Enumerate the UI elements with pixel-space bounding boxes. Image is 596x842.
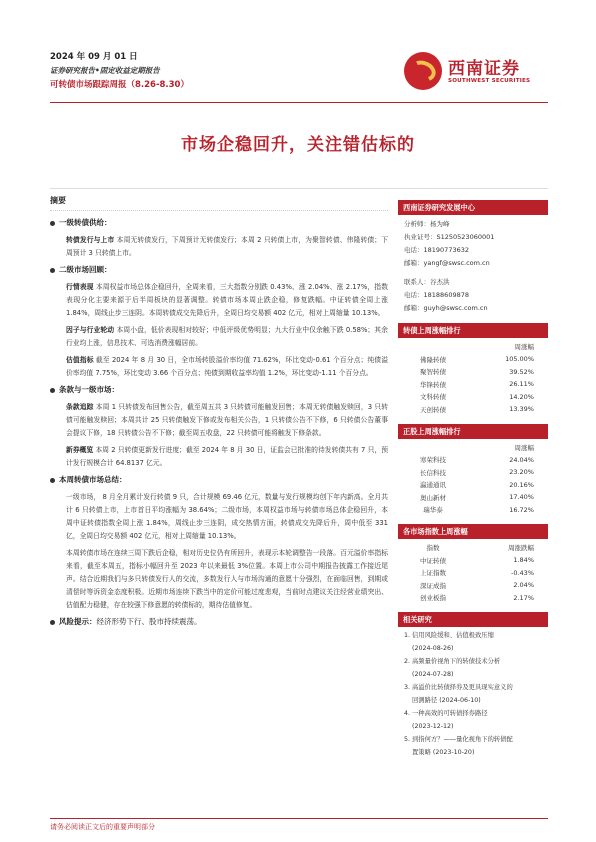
paragraph-text: 本周 2 只转债更新发行进度；截至 2024 年 8 月 30 日，证监会已批准的待发转债共有 7 只，预计发行规模合计 64.8137 亿元。 bbox=[66, 446, 388, 467]
sidebar bbox=[398, 200, 548, 760]
section-heading bbox=[50, 616, 388, 627]
section-heading-text: 一级转债供给： bbox=[59, 218, 112, 227]
report-type: 证券研究报告•固定收益定期报告 bbox=[50, 66, 160, 75]
related-report-number: 3. bbox=[404, 684, 411, 691]
table-header-row bbox=[398, 340, 548, 353]
section-inline-text: 经济形势下行、股市持续震荡。 bbox=[96, 617, 202, 626]
analyst-info bbox=[398, 218, 548, 315]
table-header-value: 周涨跌幅 bbox=[508, 544, 534, 552]
ranking-table bbox=[398, 340, 548, 416]
paragraph-lead: 新券概览 bbox=[66, 446, 94, 454]
table-row bbox=[398, 479, 548, 492]
abstract-paragraph bbox=[66, 324, 388, 350]
table-cell-value: 2.17% bbox=[513, 593, 534, 602]
sidebar-center-title: 西南证券研究发展中心 bbox=[398, 200, 548, 215]
table-row bbox=[398, 378, 548, 391]
table-cell-value: 16.72% bbox=[509, 505, 534, 514]
abstract-sections bbox=[50, 217, 388, 627]
related-report-date: (2024-08-26) bbox=[412, 644, 454, 652]
paragraph-text: 本周权益市场总体企稳回升，全周来看，三大指数分别跌 0.43%、涨 2.04%、涨 2.17%，指数表现分化主要来源于后半周板块的显著调整。转债市场本周止跌企稳，修复跌幅。中证转债全周上涨 1.84%，周线止步三连阴。本周转债成交先降后升，全周日均交易额 402 亿元，相对上周缩量 10.13%。 bbox=[66, 283, 388, 317]
table-header-value: 周涨幅 bbox=[514, 443, 534, 452]
table-header-value: 周涨幅 bbox=[514, 343, 534, 351]
section-heading bbox=[50, 264, 388, 275]
table-cell-name: 瑞华泰 bbox=[423, 506, 443, 515]
paragraph-text: 本周小盘，低价表现相对较好；中低评级优势明显；九大行业中仅余触下跌 0.58%；其余行业均上涨，信息技术、可选消费涨幅居前。 bbox=[66, 326, 388, 347]
related-report-date: (2024-07-28) bbox=[412, 670, 454, 678]
bullet-icon bbox=[50, 388, 55, 393]
report-date: 2024 年 09 月 01 日 bbox=[50, 52, 138, 62]
abstract-paragraph bbox=[66, 547, 388, 612]
table-cell-value: 20.16% bbox=[509, 480, 534, 489]
abstract-column bbox=[50, 195, 388, 633]
bullet-icon bbox=[50, 478, 55, 483]
section-heading-text: 条款与一级市场： bbox=[59, 385, 119, 394]
related-report-item[interactable] bbox=[404, 708, 548, 733]
table-header-name: 指数 bbox=[426, 544, 440, 552]
abstract-paragraph bbox=[66, 281, 388, 320]
table-cell-value: 14.20% bbox=[509, 392, 534, 401]
analyst-line: 邮箱：yangf@swsc.com.cn bbox=[404, 259, 490, 267]
abstract-section bbox=[50, 384, 388, 470]
table-cell-name: 华锋转债 bbox=[420, 380, 446, 389]
table-cell-value: 24.04% bbox=[509, 455, 534, 464]
paragraph-lead: 转债发行与上市 bbox=[66, 236, 115, 244]
paragraph-lead: 行情表现 bbox=[66, 283, 94, 291]
related-report-title: 信用风险缓和、估值极致压缩 bbox=[412, 632, 494, 639]
section-heading bbox=[50, 217, 388, 228]
related-report-number: 5. bbox=[404, 736, 411, 743]
table-row bbox=[398, 353, 548, 366]
table-cell-name: 上证指数 bbox=[420, 569, 446, 578]
related-report-title: 一种高效的可转债择券路径 bbox=[412, 710, 488, 717]
table-row bbox=[398, 366, 548, 379]
ranking-table-title: 各市场指数上周涨幅 bbox=[398, 524, 548, 539]
paragraph-text: 本周 1 只转债发布回售公告，截至周五共 3 只转债可能触发回售；本周无转债触发赎回，3 只转债可能触发赎回；本周共计 25 只转债触发下修或发布相关公告，1 只转债公告不下修，6 只转债公告董事会提议下修，18 只转债公告不下修；截至周五收盘，22 只转债可能将触发下修条款。 bbox=[66, 403, 389, 437]
footer-disclaimer: 请务必阅读正文后的重要声明部分 bbox=[50, 823, 155, 831]
sidebar-tables bbox=[398, 323, 548, 604]
table-row bbox=[398, 403, 548, 416]
abstract-section bbox=[50, 217, 388, 260]
abstract-paragraph bbox=[66, 354, 388, 380]
analyst-line: 联系人：谷杰洪 bbox=[404, 278, 450, 286]
related-report-item[interactable] bbox=[404, 656, 548, 681]
section-heading-text: 二级市场回顾： bbox=[59, 265, 112, 274]
table-row bbox=[398, 504, 548, 517]
paragraph-text: 本周无转债发行，下周预计无转债发行；本周 2 只转债上市，为聚智转债、伟隆转债；下周预计 3 只转债上市。 bbox=[66, 236, 388, 257]
paragraph-text: 本周转债市场在连续三周下跌后企稳，相对历史位仍有所回升，表现示本轮调整告一段落。百元溢价率指标来看，截至本周五，指标小幅回升至 2023 年以来最低 3%位置。本周上市公司中期报告披露工作接近尾声。结合近期我们与多只转债发行人的交流，多数发行人与市场沟通的意愿十分强烈，在面临回售，到期或清偿时等诉资金态度积极。近期市场连续下跌当中的定价可能过度悲观，当前时点建议关注经营业绩突出、估值配力稳健，存在较强下修意愿的转债标的，期待估值修复。 bbox=[66, 549, 388, 609]
table-row bbox=[398, 466, 548, 479]
table-cell-name: 瀛通通讯 bbox=[420, 481, 446, 490]
bullet-icon bbox=[50, 620, 55, 625]
footer-divider bbox=[50, 818, 548, 819]
table-cell-value: 105.00% bbox=[505, 355, 534, 364]
related-report-number: 1. bbox=[404, 632, 411, 639]
related-report-date: 回测路径 (2024-06-10) bbox=[412, 696, 481, 704]
analyst-line: 执业证号：S1250523060001 bbox=[404, 233, 495, 241]
section-heading bbox=[50, 474, 388, 485]
table-cell-name: 寒荣科技 bbox=[420, 456, 446, 465]
paragraph-lead: 估值指标 bbox=[66, 356, 94, 364]
ranking-table bbox=[398, 441, 548, 517]
report-header bbox=[50, 50, 189, 92]
related-report-number: 4. bbox=[404, 710, 411, 717]
paragraph-text: 一级市场， 8 月全月累计发行转债 9 只，合计规模 69.46 亿元，数量与发行规模均创下年内新高。全月共计 6 只转债上市，上市首日平均涨幅为 38.64%；二级市场，本周权益市场与转债市场总体企稳回升，本周中证转债指数全周上涨 1.84%，周线止步三连阴，成交热情方面，转债成交先降后升，周中低至 331 亿，全周日均交易额 402 亿元，相对上周缩量 10.13%。 bbox=[66, 493, 388, 540]
header-divider bbox=[50, 102, 548, 103]
abstract-section bbox=[50, 264, 388, 380]
related-report-date: (2023-12-12) bbox=[412, 722, 454, 730]
related-report-number: 2. bbox=[404, 658, 411, 665]
table-cell-name: 中证转债 bbox=[420, 556, 446, 565]
title-divider bbox=[50, 188, 548, 189]
abstract-section bbox=[50, 616, 388, 627]
table-cell-value: 13.39% bbox=[509, 405, 534, 414]
analyst-line: 分析师：杨为峰 bbox=[404, 220, 450, 228]
table-row bbox=[398, 579, 548, 592]
table-cell-name: 长信科技 bbox=[420, 468, 446, 477]
related-report-item[interactable] bbox=[404, 630, 548, 655]
related-report-title: 高溢价比转债择券及更具现实意义的 bbox=[412, 684, 513, 691]
table-cell-value: 26.11% bbox=[509, 380, 534, 389]
ranking-table bbox=[398, 541, 548, 604]
related-research-title: 相关研究 bbox=[398, 612, 548, 627]
analyst-line: 电话：18190773632 bbox=[404, 246, 469, 254]
ranking-table-title: 转债上周涨幅排行 bbox=[398, 323, 548, 338]
table-header-name bbox=[398, 441, 468, 454]
paragraph-lead: 因子与行业轮动 bbox=[66, 326, 115, 334]
paragraph-text: 截至 2024 年 8 月 30 日，全市场转股溢价率均值 71.62%，环比变动-0.61 个百分点；纯债溢价率均值 7.75%，环比变动 3.66 个百分点；纯债到期收益率均值 1.2%，环比变动-1.11 个百分点。 bbox=[66, 356, 389, 377]
table-cell-name: 天创转债 bbox=[420, 405, 446, 414]
table-row bbox=[398, 391, 548, 404]
related-report-item[interactable] bbox=[404, 734, 548, 759]
table-row bbox=[398, 567, 548, 580]
bullet-icon bbox=[50, 221, 55, 226]
table-cell-value: 39.52% bbox=[509, 367, 534, 376]
related-research-list bbox=[398, 630, 548, 759]
section-heading-text: 风险提示： bbox=[59, 617, 97, 626]
table-header-row bbox=[398, 541, 548, 554]
table-cell-name: 深证成指 bbox=[420, 581, 446, 590]
abstract-paragraph bbox=[66, 491, 388, 543]
table-row bbox=[398, 454, 548, 467]
table-cell-value: -0.43% bbox=[511, 568, 534, 577]
table-header-name bbox=[398, 340, 468, 353]
analyst-line: 邮箱：guyh@swsc.com.cn bbox=[404, 304, 488, 312]
table-header-row bbox=[398, 441, 548, 454]
logo-cn-text: 西南证券 bbox=[448, 59, 520, 79]
page-title: 市场企稳回升，关注错估标的 bbox=[181, 135, 415, 155]
table-cell-value: 2.04% bbox=[513, 581, 534, 590]
abstract-heading: 摘要 bbox=[50, 195, 388, 211]
related-report-date: 置策略 (2023-10-20) bbox=[412, 748, 475, 756]
logo-en-text: SOUTHWEST SECURITIES bbox=[448, 78, 531, 84]
table-cell-name: 创业板指 bbox=[420, 594, 446, 603]
bullet-icon bbox=[50, 268, 55, 273]
ranking-table-title: 正股上周涨幅排行 bbox=[398, 424, 548, 439]
abstract-paragraph bbox=[66, 401, 388, 440]
table-row bbox=[398, 491, 548, 504]
table-row bbox=[398, 592, 548, 605]
report-subtitle: 可转债市场跟踪周报（8.26-8.30） bbox=[50, 80, 189, 90]
table-cell-value: 23.20% bbox=[509, 468, 534, 477]
table-row bbox=[398, 554, 548, 567]
table-cell-name: 文科转债 bbox=[420, 393, 446, 402]
related-report-item[interactable] bbox=[404, 682, 548, 707]
analyst-line: 电话：18188609878 bbox=[404, 291, 469, 299]
logo-emblem-icon bbox=[404, 52, 442, 90]
abstract-paragraph bbox=[66, 234, 388, 260]
table-cell-name: 聚智转债 bbox=[420, 368, 446, 377]
table-cell-name: 佛隆转债 bbox=[420, 355, 446, 364]
section-heading bbox=[50, 384, 388, 395]
table-cell-name: 奥山新材 bbox=[420, 493, 446, 502]
abstract-section bbox=[50, 474, 388, 612]
related-report-title: 高频量价视角下的转债技术分析 bbox=[412, 658, 501, 665]
table-cell-value: 17.40% bbox=[509, 493, 534, 502]
abstract-paragraph bbox=[66, 444, 388, 470]
paragraph-lead: 条款追踪 bbox=[66, 403, 94, 411]
section-heading-text: 本周转债市场总结： bbox=[59, 475, 127, 484]
related-report-title: 到指何方？——量化视角下的转债配 bbox=[412, 736, 513, 743]
table-cell-value: 1.84% bbox=[513, 556, 534, 565]
company-logo bbox=[404, 52, 554, 92]
